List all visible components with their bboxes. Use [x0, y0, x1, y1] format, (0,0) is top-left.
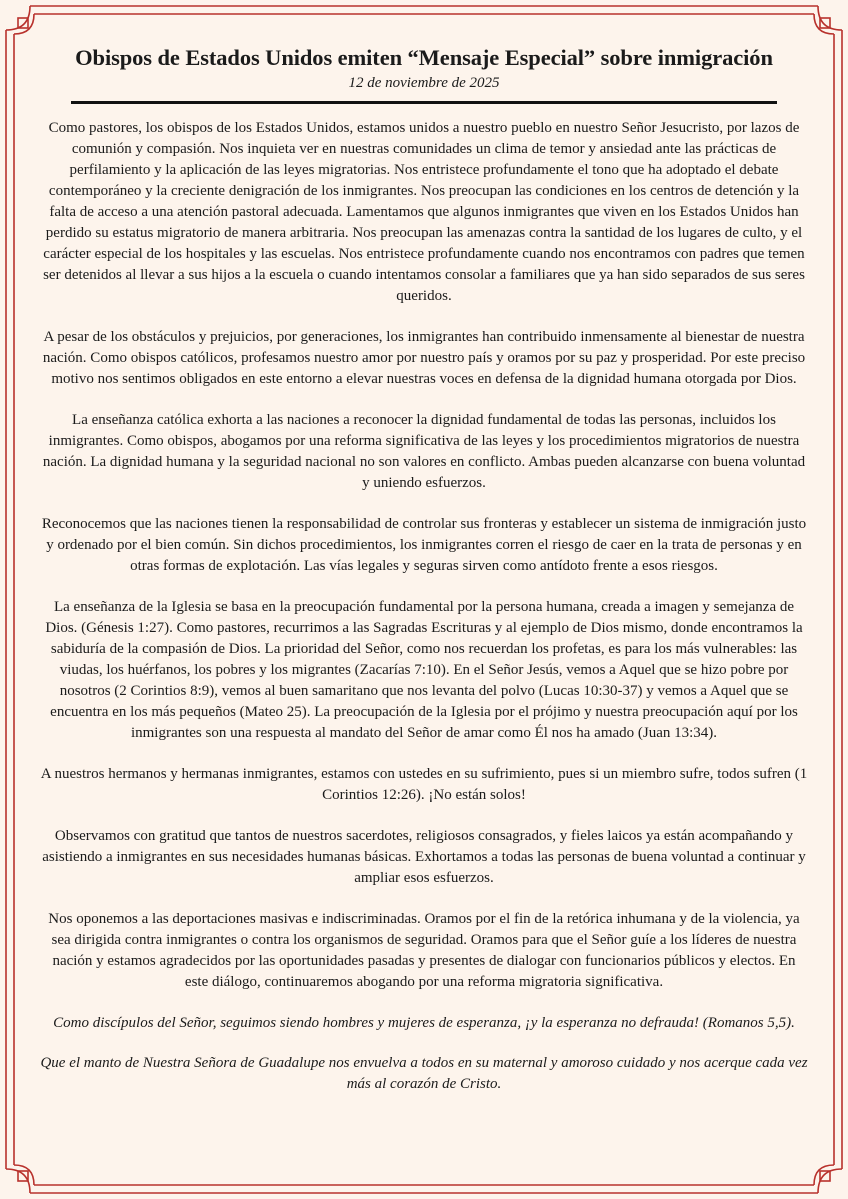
closing-paragraph: Que el manto de Nuestra Señora de Guadalupe nos envuelva a todos en su maternal y amoroso cuidado y nos acerque cada vez más al corazón de Cristo. [40, 1055, 808, 1092]
paragraph: La enseñanza de la Iglesia se basa en la preocupación fundamental por la persona humana, creada a imagen y semejanza de Dios. (Génesis 1:27). Como pastores, recurrimos a las Sagradas Escrituras y al ejemplo de Dios mismo, donde encontramos la sabiduría de la compasión de Dios. La prioridad del Señor, como nos recuerdan los profetas, es para los más vulnerables: las viudas, los huérfanos, los pobres y los migrantes (Zacarías 7:10). En el Señor Jesús, vemos a Aquel que se hizo pobre por nosotros (2 Corintios 8:9), vemos al buen samaritano que nos levanta del polvo (Lucas 10:30-37) y vemos a Aquel que se encuentra en los más pequeños (Mateo 25). La preocupación de la Iglesia por el prójimo y nuestra preocupación aquí por los inmigrantes son una respuesta al mandato del Señor de amar como Él nos ha amado (Juan 13:34). [45, 599, 803, 741]
paragraph: Nos oponemos a las deportaciones masivas e indiscriminadas. Oramos por el fin de la retórica inhumana y de la violencia, ya sea dirigida contra inmigrantes o contra los organismos de seguridad. Oramos para que el Señor guíe a los líderes de nuestra nación y estamos agradecidos por las oportunidades pasadas y presentes de dialogar con funcionarios públicos y electos. En este diálogo, continuaremos abogando por una reforma migratoria significativa. [48, 911, 800, 990]
paragraph: Reconocemos que las naciones tienen la responsabilidad de controlar sus fronteras y establecer un sistema de inmigración justo y ordenado por el bien común. Sin dichos procedimientos, los inmigrantes corren el riesgo de caer en la trata de personas y en otras formas de explotación. Las vías legales y seguras sirven como antídoto frente a esos riesgos. [41, 516, 807, 574]
paragraph: Como pastores, los obispos de los Estados Unidos, estamos unidos a nuestro pueblo en nuestro Señor Jesucristo, por lazos de comunión y compasión. Nos inquieta ver en nuestras comunidades un clima de temor y ansiedad ante las prácticas de perfilamiento y la aplicación de las leyes migratorias. Nos entristece profundamente el tono que ha adoptado el debate contemporáneo y la creciente denigración de los inmigrantes. Nos preocupan las condiciones en los centros de detención y la falta de acceso a una atención pastoral adecuada. Lamentamos que algunos inmigrantes que viven en los Estados Unidos han perdido su estatus migratorio de manera arbitraria. Nos preocupan las amenazas contra la santidad de los lugares de culto, y el carácter especial de los hospitales y las escuelas. Nos entristece profundamente cuando nos encontramos con padres que temen ser detenidos al llevar a sus hijos a la escuela o cuando intentamos consolar a familiares que ya han sido separados de sus seres queridos. [43, 120, 805, 304]
paragraph: A nuestros hermanos y hermanas inmigrantes, estamos con ustedes en su sufrimiento, pues si un miembro sufre, todos sufren (1 Corintios 12:26). ¡No están solos! [40, 766, 808, 803]
paragraph: Observamos con gratitud que tantos de nuestros sacerdotes, religiosos consagrados, y fieles laicos ya están acompañando y asistiendo a inmigrantes en sus necesidades humanas básicas. Exhortamos a todas las personas de buena voluntad a continuar y ampliar esos esfuerzos. [42, 828, 806, 886]
document-title: Obispos de Estados Unidos emiten “Mensaje Especial” sobre inmigración [75, 45, 773, 70]
document [40, 44, 808, 1114]
paragraph: La enseñanza católica exhorta a las naciones a reconocer la dignidad fundamental de todas las personas, incluidos los inmigrantes. Como obispos, abogamos por una reforma significativa de las leyes y los procedimientos migratorios de nuestra nación. La dignidad humana y la seguridad nacional no son valores en conflicto. Ambas pueden alcanzarse con buena voluntad y uniendo esfuerzos. [42, 412, 806, 491]
paragraph: A pesar de los obstáculos y prejuicios, por generaciones, los inmigrantes han contribuido inmensamente al bienestar de nuestra nación. Como obispos católicos, profesamos nuestro amor por nuestro país y oramos por su paz y prosperidad. Por este preciso motivo nos sentimos obligados en este entorno a elevar nuestras voces en defensa de la dignidad humana otorgada por Dios. [42, 329, 806, 387]
document-body [40, 118, 808, 1095]
closing-paragraph: Como discípulos del Señor, seguimos siendo hombres y mujeres de esperanza, ¡y la esperanza no defrauda! (Romanos 5,5). [53, 1015, 795, 1031]
document-date: 12 de noviembre de 2025 [348, 75, 500, 91]
title-divider [71, 101, 777, 104]
